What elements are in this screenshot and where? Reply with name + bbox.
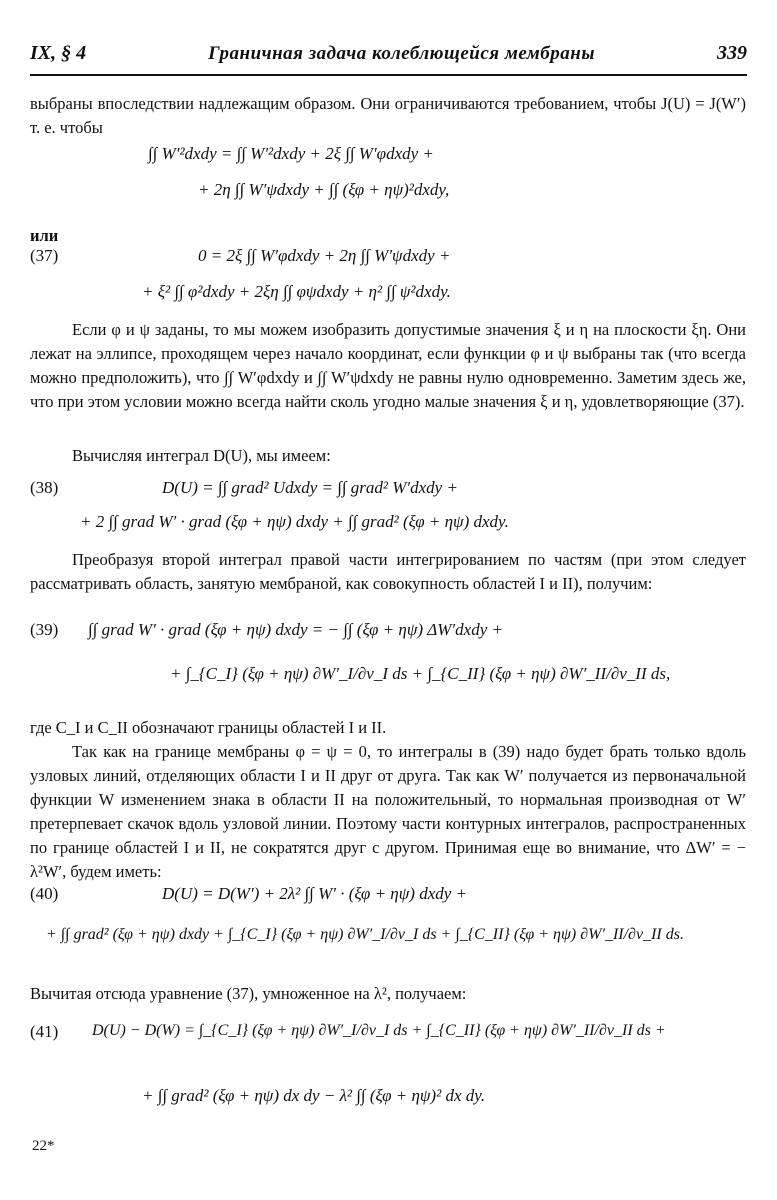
equation-1a: ∫∫ W′²dxdy = ∫∫ W′²dxdy + 2ξ ∫∫ W′φdxdy + bbox=[148, 144, 434, 163]
running-header bbox=[30, 42, 747, 72]
paragraph-6: Так как на границе мембраны φ = ψ = 0, то интегралы в (39) надо будет брать только вдоль узловых линий, отделяющих области I и II друг от друга. Так как W′ получается из первоначальной функции W изменением знака в области II на положительный, то нормальная производная от W′ претерпевает скачок вдоль узловой линии. Поэтому части контурных интегралов, распространенных по границе областей I и II, не сократятся друг с другом. Принимая еще во внимание, что ΔW′ = − λ²W′, будем иметь: bbox=[30, 742, 746, 881]
signature-mark: 22* bbox=[32, 1138, 55, 1154]
page-number: 339 bbox=[717, 42, 747, 64]
equation-40b: + ∫∫ grad² (ξφ + ηψ) dxdy + ∫_{C_I} (ξφ + ηψ) ∂W′_I/∂ν_I ds + ∫_{C_II} (ξφ + ηψ) ∂W′_II/∂ν_II ds. bbox=[46, 926, 684, 943]
equation-number-41: (41) bbox=[30, 1022, 59, 1041]
paragraph-2: Если φ и ψ заданы, то мы можем изобразить допустимые значения ξ и η на плоскости ξη. Они лежат на эллипсе, проходящем через начало координат, если функции φ и ψ выбраны так (что всегда можно предположить), что ∫∫ W′φdxdy и ∫∫ W′ψdxdy не равны нулю одновременно. Заметим здесь же, что при этом условии можно всегда найти сколь угодно малые значения ξ и η, удовлетворяющие (37). bbox=[30, 320, 746, 411]
word-or: или bbox=[30, 226, 59, 245]
paragraph-1: выбраны впоследствии надлежащим образом. Они ограничиваются требованием, чтобы J(U) = J(W′) т. е. чтобы bbox=[30, 94, 746, 137]
equation-38b: + 2 ∫∫ grad W′ · grad (ξφ + ηψ) dxdy + ∫∫ grad² (ξφ + ηψ) dxdy. bbox=[80, 512, 509, 531]
paragraph-7: Вычитая отсюда уравнение (37), умноженное на λ², получаем: bbox=[30, 984, 467, 1003]
equation-41a: D(U) − D(W) = ∫_{C_I} (ξφ + ηψ) ∂W′_I/∂ν_I ds + ∫_{C_II} (ξφ + ηψ) ∂W′_II/∂ν_II ds + bbox=[92, 1022, 666, 1039]
equation-number-37: (37) bbox=[30, 246, 59, 265]
equation-39b: + ∫_{C_I} (ξφ + ηψ) ∂W′_I/∂ν_I ds + ∫_{C_II} (ξφ + ηψ) ∂W′_II/∂ν_II ds, bbox=[170, 664, 671, 683]
paragraph-4: Преобразуя второй интеграл правой части интегрированием по частям (при этом следует рассматривать область, занятую мембраной, как совокупность областей I и II), получим: bbox=[30, 550, 746, 593]
header-rule bbox=[30, 74, 747, 76]
section-label: IX, § 4 bbox=[30, 42, 87, 64]
equation-37a: 0 = 2ξ ∫∫ W′φdxdy + 2η ∫∫ W′ψdxdy + bbox=[198, 246, 451, 265]
equation-number-38: (38) bbox=[30, 478, 59, 497]
equation-number-40: (40) bbox=[30, 884, 59, 903]
equation-37b: + ξ² ∫∫ φ²dxdy + 2ξη ∫∫ φψdxdy + η² ∫∫ ψ²dxdy. bbox=[142, 282, 451, 301]
equation-40a: D(U) = D(W′) + 2λ² ∫∫ W′ · (ξφ + ηψ) dxdy + bbox=[162, 884, 468, 903]
equation-41b: + ∫∫ grad² (ξφ + ηψ) dx dy − λ² ∫∫ (ξφ + ηψ)² dx dy. bbox=[142, 1086, 486, 1105]
paragraph-5: где C_I и C_II обозначают границы областей I и II. bbox=[30, 718, 387, 737]
paragraph-3: Вычисляя интеграл D(U), мы имеем: bbox=[72, 446, 331, 465]
equation-38a: D(U) = ∫∫ grad² Udxdy = ∫∫ grad² W′dxdy + bbox=[162, 478, 458, 497]
running-title: Граничная задача колеблющейся мембраны bbox=[208, 43, 596, 64]
equation-39a: ∫∫ grad W′ · grad (ξφ + ηψ) dxdy = − ∫∫ (ξφ + ηψ) ΔW′dxdy + bbox=[88, 620, 503, 639]
equation-number-39: (39) bbox=[30, 620, 59, 639]
equation-1b: + 2η ∫∫ W′ψdxdy + ∫∫ (ξφ + ηψ)²dxdy, bbox=[198, 180, 450, 199]
